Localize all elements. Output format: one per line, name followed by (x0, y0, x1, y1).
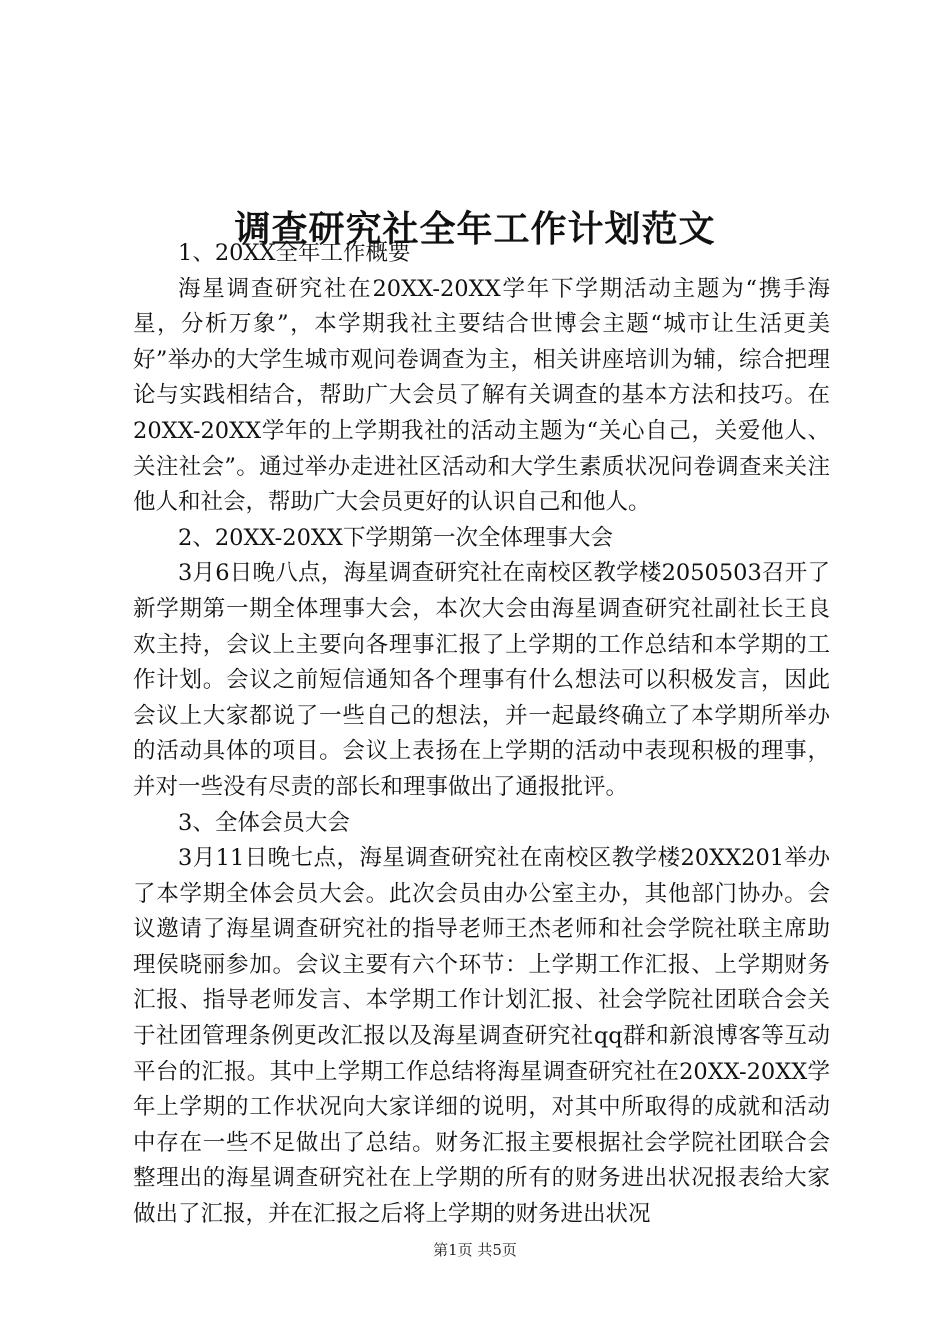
page-number-footer: 第1页 共5页 (433, 1241, 517, 1259)
section-heading-1: 1、20XX全年工作概要 (178, 240, 411, 266)
section-heading-2: 2、20XX-20XX下学期第一次全体理事大会 (178, 524, 613, 551)
document-body (133, 236, 830, 1233)
section-heading-3: 3、全体会员大会 (178, 809, 350, 836)
document-title: 调查研究社全年工作计划范文 (234, 208, 716, 251)
section-paragraph-2: 3月6日晚八点，海星调查研究社在南校区教学楼2050503召开了新学期第一期全体理事大会，本次大会由海星调查研究社副社长王良欢主持，会议上主要向各理事汇报了上学期的工作总结和本学期的工作计划。会议之前短信通知各个理事有什么想法可以积极发言，因此会议上大家都说了一些自己的想法，并一起最终确立了本学期所举办的活动具体的项目。会议上表扬在上学期的活动中表现积极的理事，并对一些没有尽责的部长和理事做出了通报批评。 (133, 560, 830, 800)
section-paragraph-1: 海星调查研究社在20XX-20XX学年下学期活动主题为“携手海星，分析万象”，本学期我社主要结合世博会主题“城市让生活更美好”举办的大学生城市观问卷调查为主，相关讲座培训为辅，综合把理论与实践相结合，帮助广大会员了解有关调查的基本方法和技巧。在20XX-20XX学年的上学期我社的活动主题为“关心自己，关爱他人、关注社会”。通过举办走进社区活动和大学生素质状况问卷调查来关注他人和社会，帮助广大会员更好的认识自己和他人。 (133, 275, 830, 516)
section-paragraph-3: 3月11日晚七点，海星调查研究社在南校区教学楼20XX201举办了本学期全体会员大会。此次会员由办公室主办，其他部门协办。会议邀请了海星调查研究社的指导老师王杰老师和社会学院社联主席助理侯晓丽参加。会议主要有六个环节：上学期工作汇报、上学期财务汇报、指导老师发言、本学期工作计划汇报、社会学院社团联合会关于社团管理条例更改汇报以及海星调查研究社qq群和新浪博客等互动平台的汇报。其中上学期工作总结将海星调查研究社在20XX-20XX学年上学期的工作状况向大家详细的说明，对其中所取得的成就和活动中存在一些不足做出了总结。财务汇报主要根据社会学院社团联合会整理出的海星调查研究社在上学期的所有的财务进出状况报表给大家做出了汇报，并在汇报之后将上学期的财务进出状况 (133, 845, 830, 1228)
